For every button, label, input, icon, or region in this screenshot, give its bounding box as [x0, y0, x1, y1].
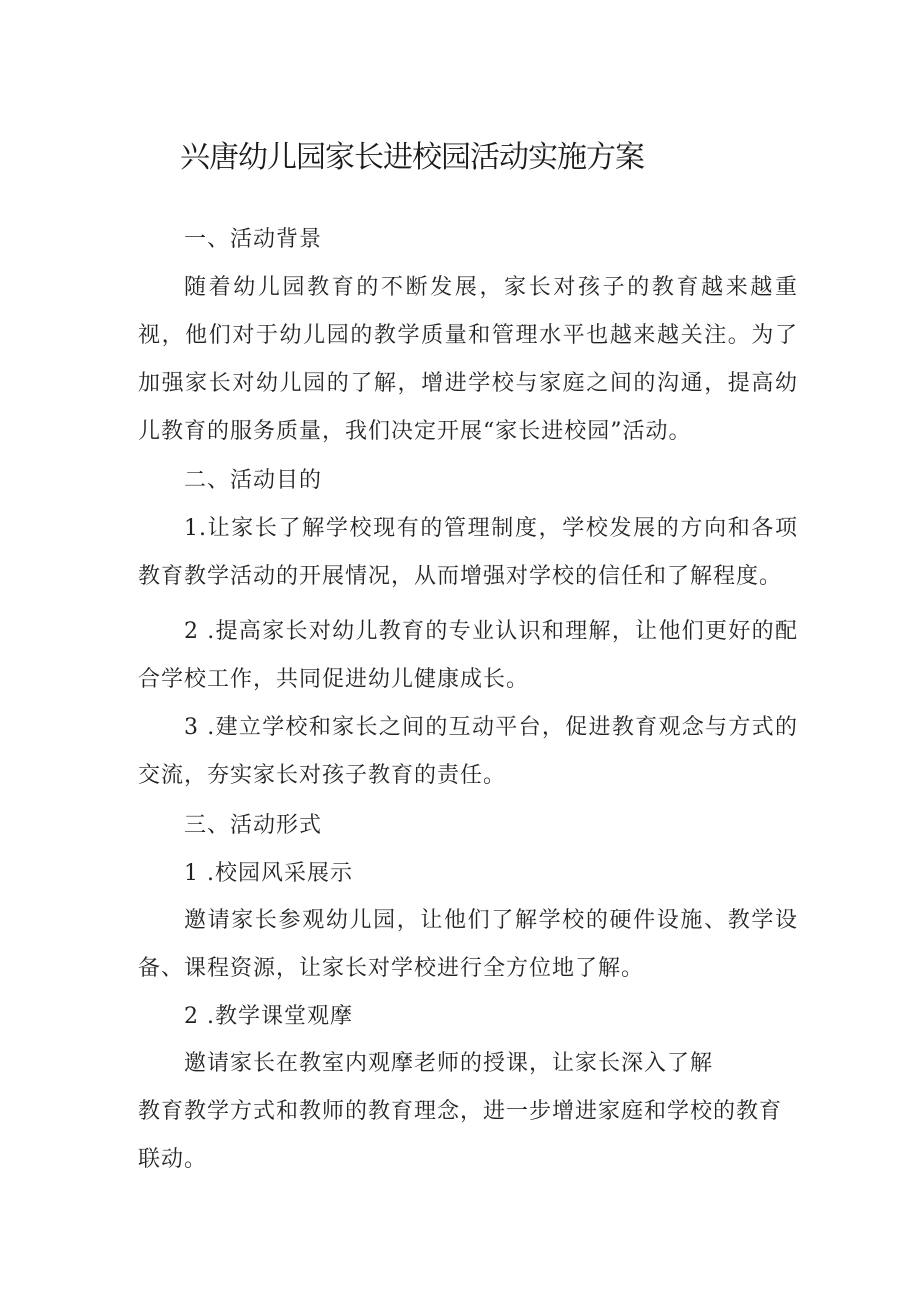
- format-sub-text-2: [138, 1040, 798, 1184]
- background-paragraph: 随着幼儿园教育的不断发展，家长对孩子的教育越来越重视，他们对于幼儿园的教学质量和管理水平也越来越关注。为了加强家长对幼儿园的了解，增进学校与家庭之间的沟通，提高幼儿教育的服务质量，我们决定开展“家长进校园”活动。: [138, 275, 798, 444]
- format-sub-text-2-line-2: 教育教学方式和教师的教育理念，进一步增进家庭和学校的教育: [138, 1099, 783, 1124]
- purpose-item-2: 2 .提高家长对幼儿教育的专业认识和理解，让他们更好的配合学校工作，共同促进幼儿健康成长。: [138, 619, 798, 692]
- section-heading-background: 一、活动背景: [184, 227, 323, 252]
- section-heading-format: 三、活动形式: [184, 813, 323, 838]
- purpose-item-1: 1.让家长了解学校现有的管理制度，学校发展的方向和各项教育教学活动的开展情况，从而增强对学校的信任和了解程度。: [138, 516, 798, 589]
- purpose-item-3: 3 .建立学校和家长之间的互动平台，促进教育观念与方式的交流，夯实家长对孩子教育的责任。: [138, 715, 798, 788]
- format-sub-text-2-line-1: 邀请家长在教室内观摩老师的授课，让家长深入了解: [184, 1051, 714, 1076]
- format-sub-text-1: 邀请家长参观幼儿园，让他们了解学校的硬件设施、教学设备、课程资源，让家长对学校进行全方位地了解。: [138, 908, 798, 981]
- format-sub-text-2-line-3: 联动。: [138, 1147, 208, 1172]
- section-heading-purpose: 二、活动目的: [184, 468, 323, 493]
- format-sub-heading-2: 2 .教学课堂观摩: [184, 1004, 353, 1029]
- format-sub-heading-1: 1 .校园风采展示: [184, 861, 353, 886]
- document-title: 兴唐幼儿园家长进校园活动实施方案: [180, 140, 644, 175]
